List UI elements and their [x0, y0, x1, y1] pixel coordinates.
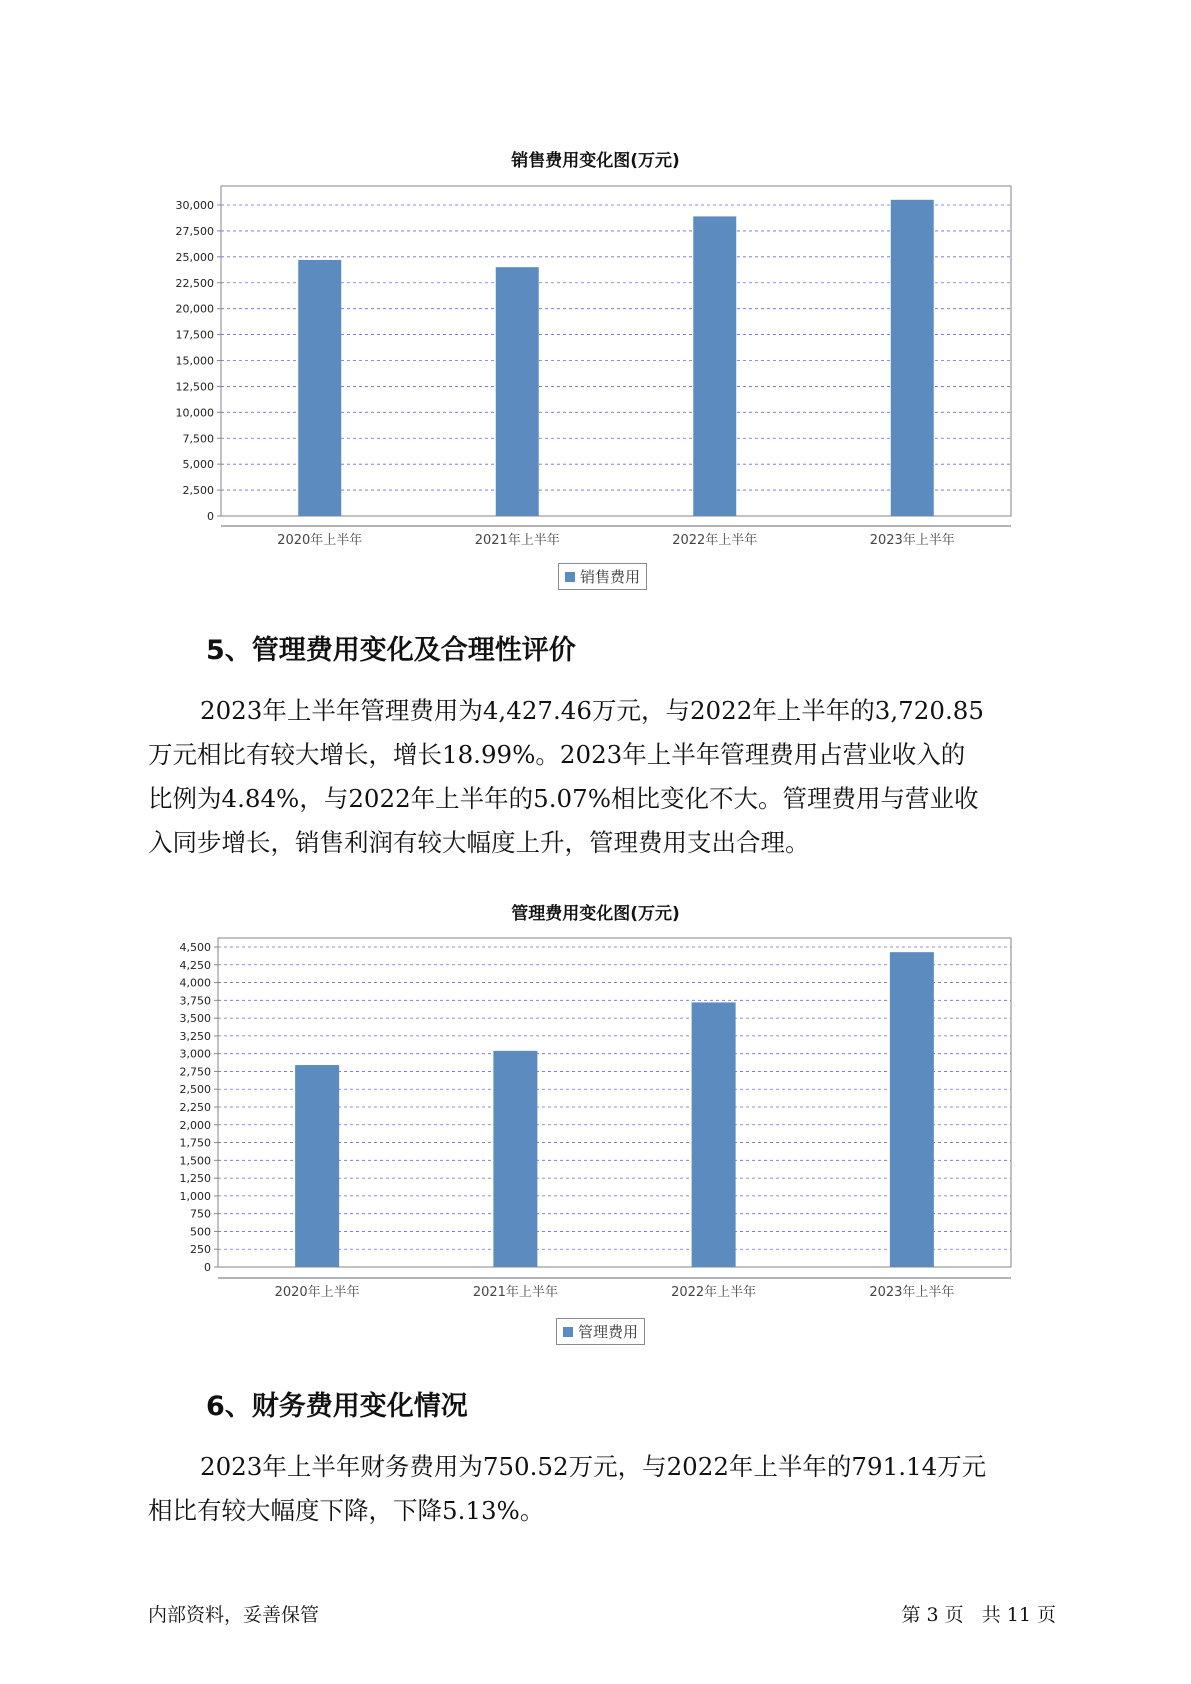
y-tick-label: 2,250	[179, 1101, 211, 1114]
y-tick-label: 22,500	[175, 276, 214, 290]
section-5-line-3: 比例为4.84%，与2022年上半年的5.07%相比变化不大。管理费用与营业收	[148, 784, 979, 813]
y-tick-label: 1,750	[179, 1136, 211, 1150]
y-tick-label: 4,000	[179, 976, 211, 990]
section-5-line-2: 万元相比有较大增长，增长18.99%。2023年上半年管理费用占营业收入的	[148, 740, 966, 769]
y-tick-label: 500	[190, 1225, 211, 1239]
section-5-line-4: 入同步增长，销售利润有较大幅度上升，管理费用支出合理。	[148, 828, 810, 857]
legend-swatch-icon	[563, 1327, 573, 1337]
chart-2-legend-label: 管理费用	[578, 1323, 639, 1341]
y-tick-label: 1,000	[179, 1189, 211, 1203]
y-tick-label: 10,000	[175, 406, 214, 420]
y-tick-label: 750	[190, 1207, 211, 1221]
y-tick-label: 4,500	[179, 941, 211, 954]
y-tick-label: 3,750	[179, 994, 211, 1008]
y-tick-label: 2,750	[179, 1065, 211, 1079]
y-tick-label: 30,000	[175, 199, 214, 212]
y-tick-label: 2,000	[179, 1118, 211, 1132]
y-tick-label: 4,250	[179, 958, 211, 972]
section-6-line-1: 2023年上半年财务费用为750.52万元，与2022年上半年的791.14万元	[200, 1452, 987, 1481]
y-tick-label: 2,500	[182, 484, 214, 498]
y-tick-label: 1,250	[179, 1172, 211, 1186]
x-tick-label: 2020年上半年	[277, 533, 363, 548]
x-tick-label: 2020年上半年	[274, 1285, 360, 1300]
chart-1-legend-label: 销售费用	[580, 568, 641, 586]
y-tick-label: 250	[190, 1243, 211, 1257]
section-6-paragraph	[148, 1445, 986, 1533]
y-tick-label: 12,500	[175, 380, 214, 394]
x-tick-label: 2021年上半年	[472, 1285, 558, 1300]
footer-page-number: 第 3 页 共 11 页	[901, 1604, 1056, 1626]
section-5-line-1: 2023年上半年管理费用为4,427.46万元，与2022年上半年的3,720.85	[200, 696, 984, 725]
x-tick-label: 2021年上半年	[474, 533, 560, 548]
y-tick-label: 27,500	[175, 224, 214, 238]
footer-left: 内部资料，妥善保管	[148, 1604, 320, 1626]
section-6-heading: 6、财务费用变化情况	[206, 1391, 468, 1422]
x-tick-label: 2022年上半年	[672, 533, 758, 548]
y-tick-label: 3,000	[179, 1047, 211, 1061]
x-tick-label: 2023年上半年	[869, 1285, 955, 1300]
section-6-line-2: 相比有较大幅度下降，下降5.13%。	[148, 1496, 545, 1525]
y-tick-label: 1,500	[179, 1154, 211, 1168]
y-tick-label: 2,500	[179, 1083, 211, 1097]
y-tick-label: 3,250	[179, 1029, 211, 1043]
bar	[890, 952, 934, 1267]
chart-1-title: 销售费用变化图(万元)	[511, 151, 680, 171]
y-tick-label: 3,500	[179, 1012, 211, 1026]
bar	[493, 1051, 537, 1267]
y-tick-label: 15,000	[175, 354, 214, 368]
x-tick-label: 2022年上半年	[671, 1285, 757, 1300]
bar	[295, 1065, 339, 1267]
y-tick-label: 25,000	[175, 250, 214, 264]
x-tick-label: 2023年上半年	[869, 533, 955, 548]
y-tick-label: 5,000	[182, 458, 214, 472]
chart-2-legend	[556, 1318, 645, 1345]
y-tick-label: 20,000	[175, 302, 214, 316]
y-tick-label: 7,500	[182, 432, 214, 446]
section-5-heading: 5、管理费用变化及合理性评价	[206, 635, 576, 666]
chart-2-title: 管理费用变化图(万元)	[511, 904, 680, 924]
y-tick-label: 17,500	[175, 328, 214, 342]
bar	[692, 1002, 736, 1267]
y-tick-label: 0	[204, 1261, 211, 1274]
y-tick-label: 0	[207, 510, 214, 523]
